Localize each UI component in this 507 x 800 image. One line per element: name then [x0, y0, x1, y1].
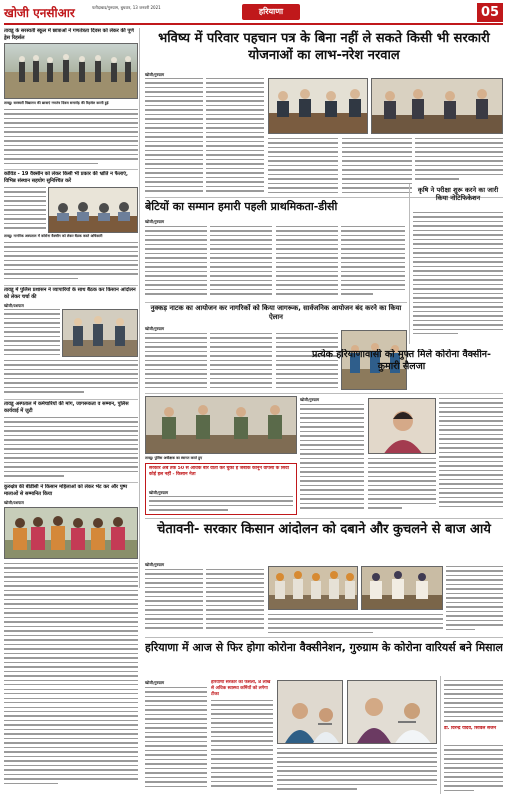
- story5-body: [4, 563, 138, 793]
- section-badge: हरियाणा: [242, 4, 300, 20]
- women-farmers-photo: [4, 507, 138, 559]
- column-divider: [139, 28, 140, 588]
- meeting-photo: [48, 187, 138, 233]
- story5-byline: खोजी/यशपाल: [4, 500, 24, 505]
- vaccination-photo-2: [347, 680, 437, 744]
- girls-body-col4: [341, 226, 405, 300]
- bottom-body-col2: [211, 700, 273, 793]
- lead-byline: खोजी/गुरुग्राम: [145, 72, 165, 77]
- lead-body-col1: [145, 78, 203, 196]
- nukkad-body-col1: [145, 333, 207, 391]
- bottom-headline: हरियाणा में आज से फिर होगा कोरोना वैक्सीनेशन, गुरुग्राम के कोरोना वारियर्स बने मिसाल: [145, 641, 503, 654]
- nukkad-headline: नुक्कड़ नाटक का आयोजन कर नागरिकों को किया जागरूक, सार्वजनिक आयोजन बंद करने का किया ऐलान: [150, 304, 402, 321]
- nukkad-body-col2: [210, 333, 272, 391]
- farmer-headline: चेतावनी- सरकार किसान आंदोलन को दबाने और कुचलने से बाज आये: [157, 522, 491, 537]
- story4-headline: तावडू अस्पताल में कर्मचारियों की मांग, जागरूकता व सम्मान, पुलिस कार्यवाई में जुटी: [4, 401, 129, 414]
- girls-body-col2: [210, 226, 272, 300]
- farmer-body-col2: [206, 569, 264, 633]
- farmer-byline: खोजी/गुरुग्राम: [145, 562, 165, 567]
- farmer-body-col3: [268, 614, 443, 634]
- girls-body-col1: [145, 226, 207, 300]
- story4-body: [4, 417, 138, 479]
- story2-body-b: [4, 242, 138, 282]
- nukkad-byline: खोजी/गुरुग्राम: [145, 326, 165, 331]
- police-photo: [62, 309, 138, 357]
- bottom-byline: खोजी/गुरुग्राम: [145, 680, 165, 685]
- lead-headline: भविष्य में परिवार पहचान पत्र के बिना नहीं ले सकते किसी भी सरकारी योजनाओं का लाभ-नरेश नरवाल: [158, 31, 490, 63]
- bottom-side-note: डॉ. विरेन्द्र यादव, सिविल सर्जन: [444, 726, 497, 731]
- quote-photo-caption: तावडू। पुलिस अधीक्षक का स्वागत करते हुए: [145, 456, 203, 460]
- bottom-body-col4: [444, 680, 503, 724]
- farmer-body-col1: [145, 569, 203, 633]
- vaccine-body-col2: [368, 458, 436, 514]
- quote-photo: [145, 396, 297, 454]
- story3-body-b: [4, 360, 138, 396]
- vaccine-body-col1: [300, 404, 364, 514]
- newspaper-logo: खोजी एनसीआर: [4, 6, 75, 20]
- girls-headline: बेटियों का सम्मान हमारी पहली प्राथमिकता-डीसी: [145, 200, 338, 213]
- vaccination-photo-1: [277, 680, 343, 744]
- lead-office-photo: [371, 78, 503, 134]
- story1-headline: तावडू के सरस्वती स्कूल में छात्राओं ने गणतंत्रता दिवस को लेकर की पूर्ण ड्रेस रिहर्सल: [4, 28, 134, 41]
- lead-meeting-photo: [268, 78, 368, 134]
- farmer-body-col5: [446, 566, 503, 634]
- page-number: 05: [477, 3, 503, 22]
- story2-caption: तावडू। नागरिक अस्पताल में कोरोना वैक्सीन को लेकर बैठक करते अधिकारी: [4, 234, 103, 238]
- story3-byline: खोजी/यशपाल: [4, 303, 24, 308]
- bottom-body-col5: [444, 745, 503, 793]
- bottom-body-col1: [145, 687, 207, 793]
- vaccine-byline: खोजी/गुरुग्राम: [300, 397, 320, 402]
- date-line: फरीदाबाद/गुरुग्राम, बुधवार, 13 जनवरी 2021: [92, 5, 161, 10]
- lead-body-col4: [342, 138, 412, 196]
- girls-body-col3: [276, 226, 338, 300]
- story1-caption: तावडू। सरस्वती विद्यालय की छात्राएं गणतंत्र दिवस समारोह की रिहर्सल करती हुई: [4, 101, 109, 105]
- story3-body-a: [4, 309, 60, 357]
- story5-headline: कुरुक्षेत्र की बीडीसी ने किसान महिलाओं को लेकर भेंट कर और पुष्प मालाओं से सम्मानित किया: [4, 484, 128, 497]
- vaccine-headline: प्रत्येक हरियाणावासी को मुफ्त मिले कोरोना वैक्सीन- कुमारी सैलजा: [311, 349, 492, 372]
- krishi-body: [413, 212, 503, 340]
- lead-body-col5: [415, 138, 503, 182]
- krishi-headline: कृषि ने परीक्षा शुरू करने का जारी किया नोटिफिकेशन: [417, 186, 499, 202]
- lead-body-col2: [206, 78, 264, 196]
- quote-byline: खोजी/गुरुग्राम: [149, 490, 169, 495]
- parade-photo: [4, 43, 138, 99]
- story2-body-a: [4, 187, 46, 231]
- quote-body: [149, 496, 293, 512]
- bottom-subhead: हरियाणा सरकार का फैसला, 8 लाख से अधिक स्वास्थ्य कर्मियों को लगेगा टीका: [211, 680, 271, 697]
- bottom-body-col3: [277, 748, 437, 793]
- story2-headline: कोविड - 19 वैक्सीन को लेकर किसी भी प्रकार की भ्रांति न फैलाएं, विभिन्न संस्थान सहयोग सुनिश्चित करें: [4, 171, 128, 184]
- girls-byline: खोजी/गुरुग्राम: [145, 219, 165, 224]
- quote-text: सरकार अब तक 50 से अधिक बार वार्ता कर चुकी है जबकि कानून वापसी के सिवा कोई हल नहीं - किसान नेता: [149, 466, 289, 477]
- story1-body: [4, 109, 138, 167]
- story3-headline: तावडू में पुलिस प्रशासन ने व्यापारियों के साथ बैठक कर किसान आंदोलन को लेकर चर्चा की: [4, 287, 136, 300]
- selja-photo: [368, 398, 436, 454]
- farmer-protest-photo-2: [361, 566, 443, 610]
- farmer-protest-photo-1: [268, 566, 358, 610]
- lead-body-col3: [268, 138, 338, 196]
- vaccine-body-col3: [439, 398, 503, 514]
- masthead: [4, 3, 503, 25]
